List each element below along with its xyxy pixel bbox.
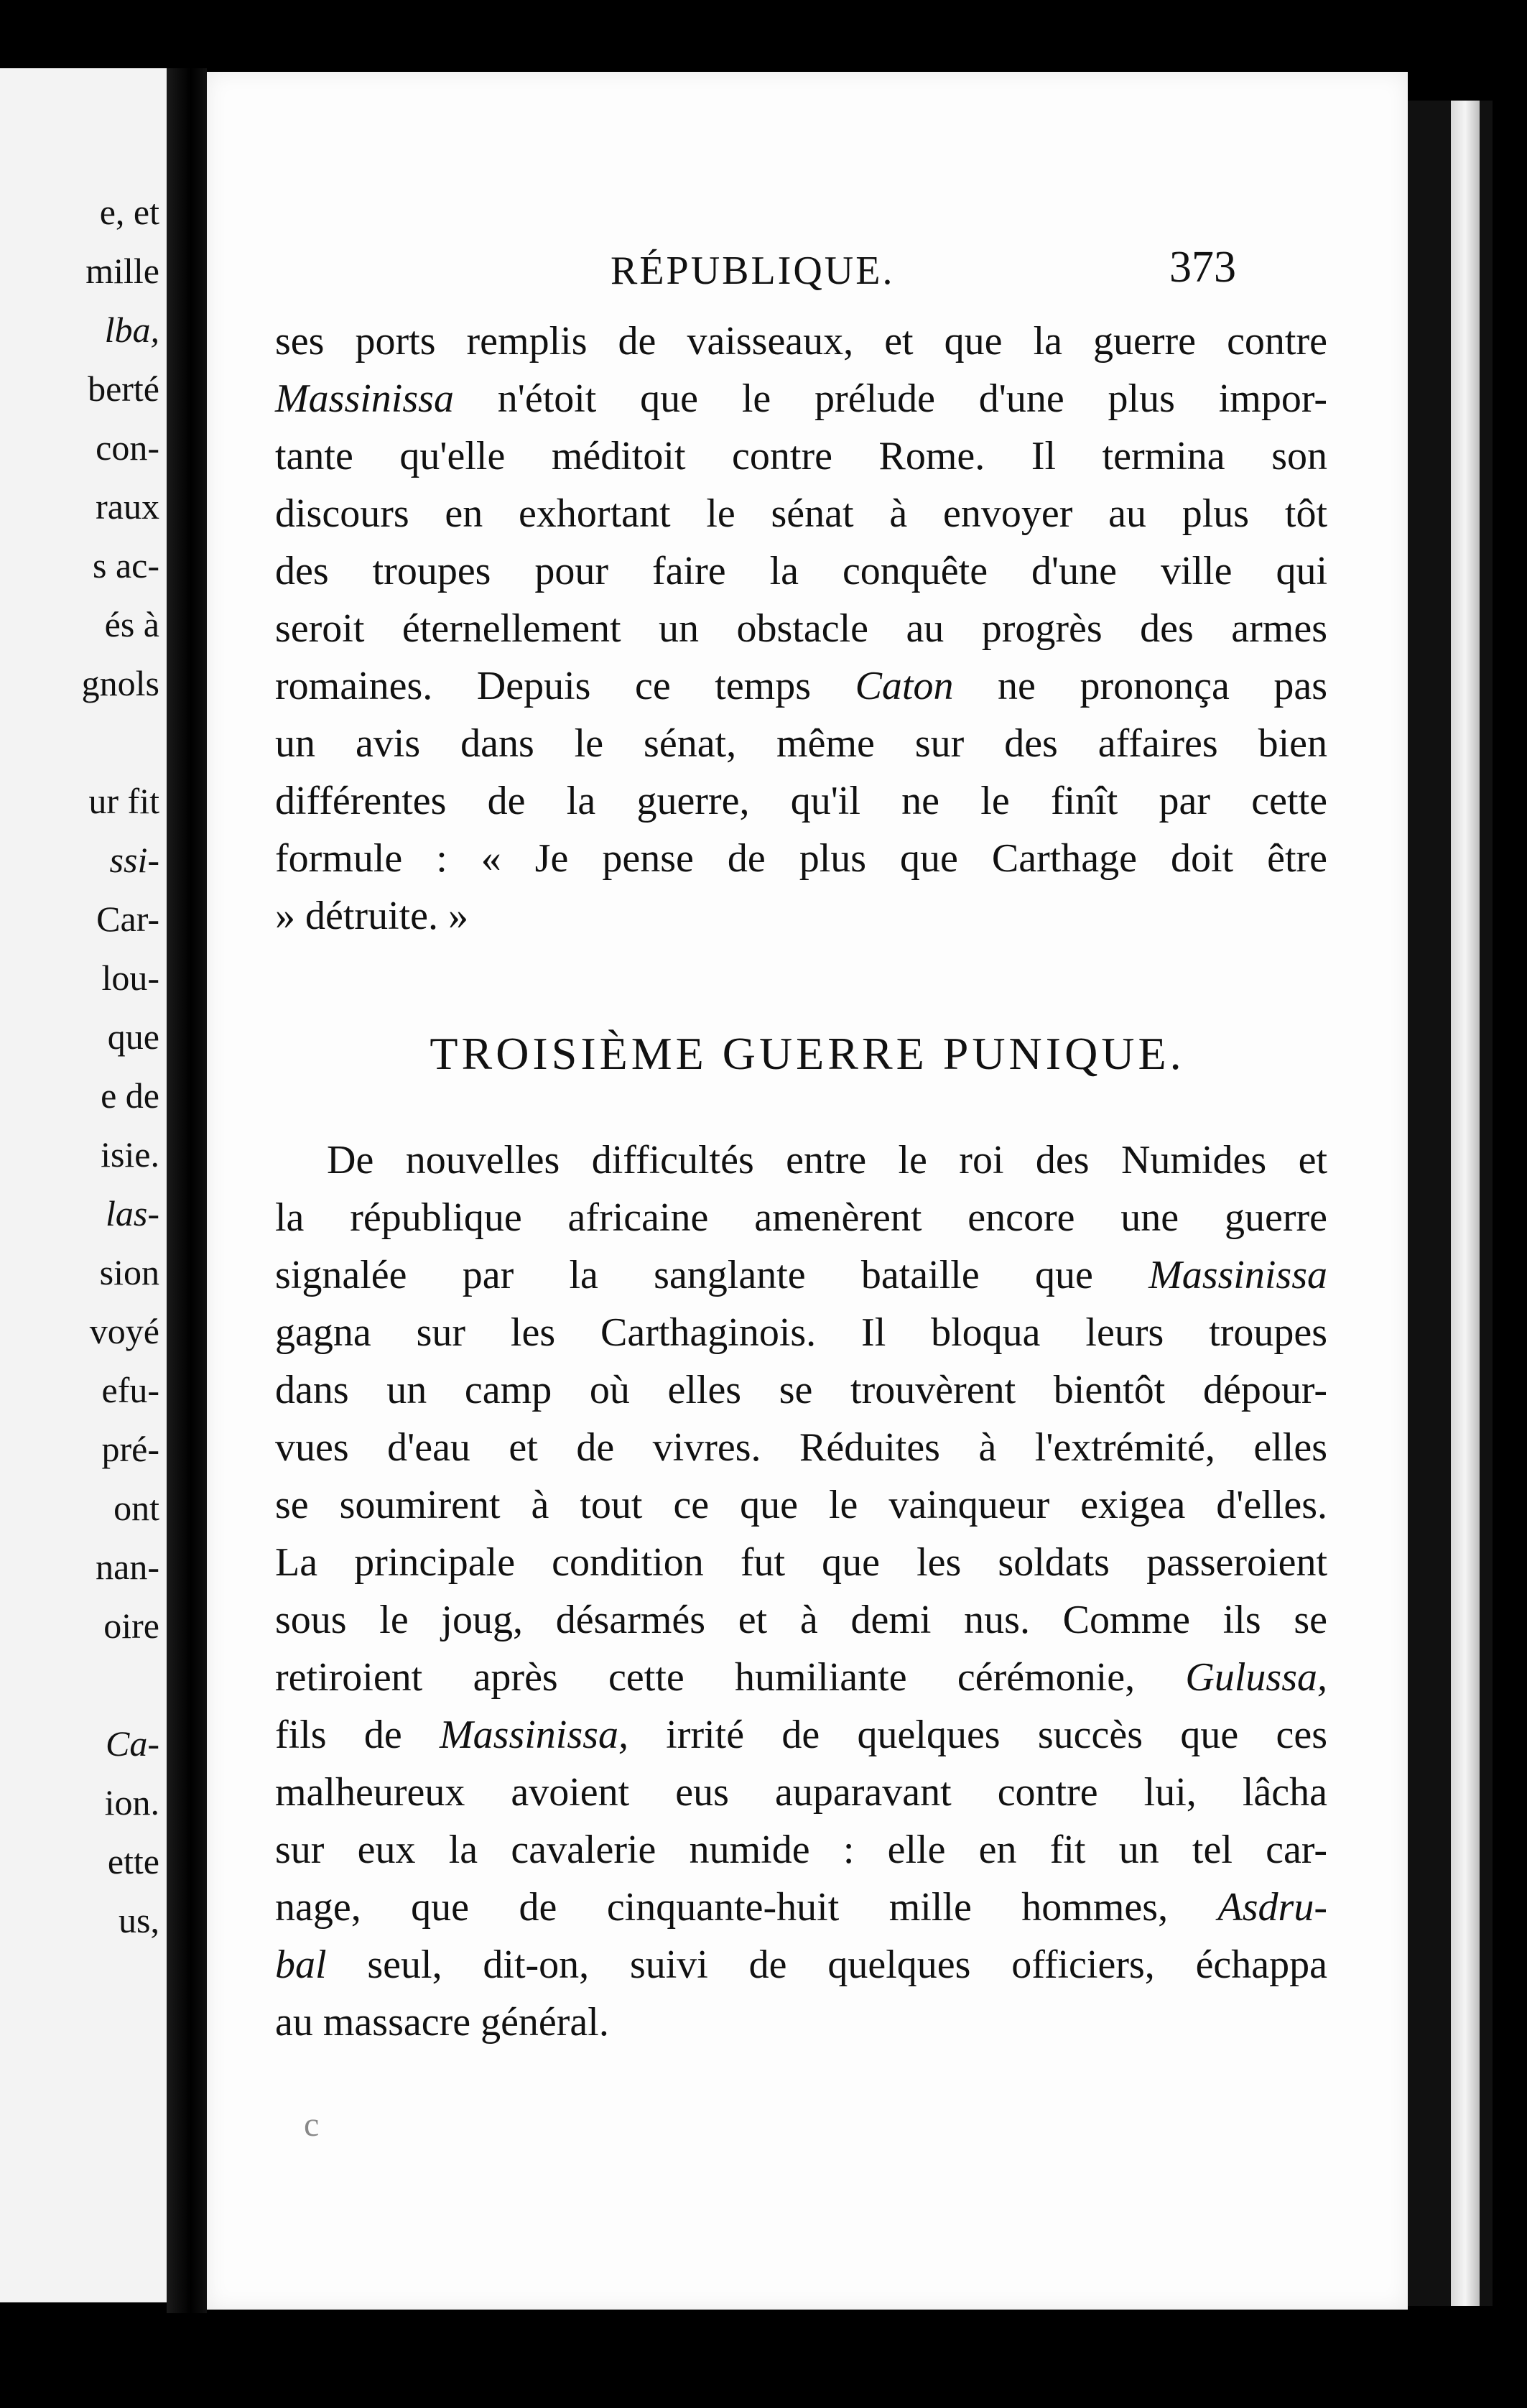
left-page-fragment: Ca- (106, 1723, 159, 1764)
left-page-fragment: ssi- (109, 840, 159, 880)
section-heading: TROISIÈME GUERRE PUNIQUE. (430, 1028, 1185, 1079)
text-line (275, 1821, 1327, 1879)
page-header (207, 243, 1408, 298)
line-text: seul, dit-on, suivi de quelques officiers, échappa (326, 1942, 1327, 1987)
text-line (275, 1419, 1327, 1476)
italic-name: Massinissa (1148, 1253, 1327, 1297)
text-line (275, 772, 1327, 830)
left-page-fragment: las- (106, 1193, 159, 1233)
left-page-fragment: lba, (104, 310, 159, 350)
line-text: seroit éternellement un obstacle au progrès des armes (275, 606, 1327, 651)
text-line (275, 1591, 1327, 1649)
line-text: formule : « Je pense de plus que Carthage doit être (275, 836, 1327, 881)
line-text: sur eux la cavalerie numide : elle en fit un tel car- (275, 1828, 1327, 1872)
text-line (275, 542, 1327, 600)
italic-name: Massinissa (275, 376, 454, 421)
text-line (275, 1246, 1327, 1304)
left-page-fragment: e, et (99, 192, 159, 232)
line-text: un avis dans le sénat, même sur des affaires bien (275, 721, 1327, 766)
line-text: ses ports remplis de vaisseaux, et que la guerre contre (275, 319, 1327, 363)
book-page (207, 72, 1408, 2310)
text-line (275, 830, 1327, 887)
text-line (275, 1764, 1327, 1821)
left-page-fragment: ur fit (88, 781, 159, 821)
left-page-fragment: e de (101, 1075, 159, 1116)
text-line (275, 312, 1327, 370)
left-page-fragment: ette (107, 1841, 159, 1881)
left-page-fragment: s ac- (93, 545, 159, 585)
italic-name: bal (275, 1942, 327, 1987)
left-page-fragment: mille (85, 251, 159, 291)
line-text: malheureux avoient eus auparavant contre lui, lâcha (275, 1770, 1327, 1815)
left-page-fragment: pré- (101, 1429, 159, 1469)
text-line (275, 427, 1327, 485)
text-line (275, 1304, 1327, 1361)
left-page-fragment: ion. (104, 1782, 159, 1823)
line-text: La principale condition fut que les soldats passeroient (275, 1540, 1327, 1585)
left-page-fragment: gnols (81, 663, 159, 703)
line-text: fils de (275, 1713, 440, 1757)
left-page-fragment: efu- (101, 1370, 159, 1410)
text-line (275, 1706, 1327, 1764)
line-text: retiroient après cette humiliante cérémonie, (275, 1655, 1186, 1700)
text-line (275, 887, 1327, 945)
line-text: au massacre général. (275, 2000, 609, 2045)
left-page-fragment: ont (113, 1488, 159, 1528)
text-line (275, 1649, 1327, 1706)
line-text: vues d'eau et de vivres. Réduites à l'extrémité, elles (275, 1425, 1327, 1470)
italic-name: Massinissa, (440, 1713, 628, 1757)
left-page-fragment: nan- (96, 1547, 159, 1587)
text-line (275, 1476, 1327, 1534)
text-line (275, 370, 1327, 427)
text-line (275, 1879, 1327, 1936)
text-line (275, 485, 1327, 542)
italic-name: Caton (855, 664, 954, 708)
line-text: signalée par la sanglante bataille que (275, 1253, 1149, 1297)
italic-name: Asdru- (1217, 1885, 1327, 1930)
left-page-fragment: us, (119, 1900, 159, 1940)
line-text: sous le joug, désarmés et à demi nus. Comme ils se (275, 1598, 1327, 1642)
line-text: irrité de quelques succès que ces (628, 1713, 1327, 1757)
left-page-fragment: raux (96, 486, 159, 527)
text-line (275, 1534, 1327, 1591)
running-head: RÉPUBLIQUE. (611, 249, 895, 293)
line-text: discours en exhortant le sénat à envoyer au plus tôt (275, 491, 1327, 536)
line-text: nage, que de cinquante-huit mille hommes, (275, 1885, 1218, 1930)
text-line (275, 1993, 1327, 2051)
left-page-fragment: isie. (101, 1134, 159, 1175)
left-page-fragment: voyé (89, 1311, 159, 1351)
left-page-fragment: que (107, 1017, 159, 1057)
ink-mark: c (304, 2106, 320, 2144)
left-page-fragment: oire (103, 1606, 159, 1646)
italic-name: Gulussa, (1185, 1655, 1327, 1700)
text-line (275, 1361, 1327, 1419)
left-page-fragment: con- (96, 427, 159, 468)
text-line (275, 715, 1327, 772)
book-gutter (167, 68, 207, 2313)
line-text: romaines. Depuis ce temps (275, 664, 855, 708)
line-text: se soumirent à tout ce que le vainqueur exigea d'elles. (275, 1483, 1327, 1527)
page-number: 373 (1169, 243, 1236, 292)
line-text: des troupes pour faire la conquête d'une ville qui (275, 549, 1327, 593)
left-page-fragment: és à (104, 604, 159, 644)
paragraph-1 (275, 312, 1327, 945)
text-line (275, 600, 1327, 657)
line-text: De nouvelles difficultés entre le roi des Numides et (327, 1138, 1327, 1182)
line-text: dans un camp où elles se trouvèrent bientôt dépour- (275, 1368, 1327, 1412)
right-page-edges (1408, 101, 1493, 2306)
line-text: n'étoit que le prélude d'une plus impor- (453, 376, 1327, 421)
line-text: gagna sur les Carthaginois. Il bloqua leurs troupes (275, 1310, 1327, 1355)
paragraph-2 (275, 1131, 1327, 2051)
left-page-fragment: berté (88, 369, 159, 409)
line-text: » détruite. » (275, 894, 469, 938)
left-page-fragment: Car- (96, 899, 159, 939)
left-page-fragment: sion (99, 1252, 159, 1292)
text-line (275, 1131, 1327, 1189)
line-text: ne prononça pas (953, 664, 1327, 708)
text-line (275, 1189, 1327, 1246)
text-line (275, 657, 1327, 715)
line-text: la république africaine amenèrent encore une guerre (275, 1195, 1327, 1240)
line-text: tante qu'elle méditoit contre Rome. Il termina son (275, 434, 1327, 478)
left-page-fragment: lou- (101, 958, 159, 998)
text-line (275, 1936, 1327, 1993)
left-page-edge (0, 68, 167, 2302)
line-text: différentes de la guerre, qu'il ne le finît par cette (275, 779, 1327, 823)
